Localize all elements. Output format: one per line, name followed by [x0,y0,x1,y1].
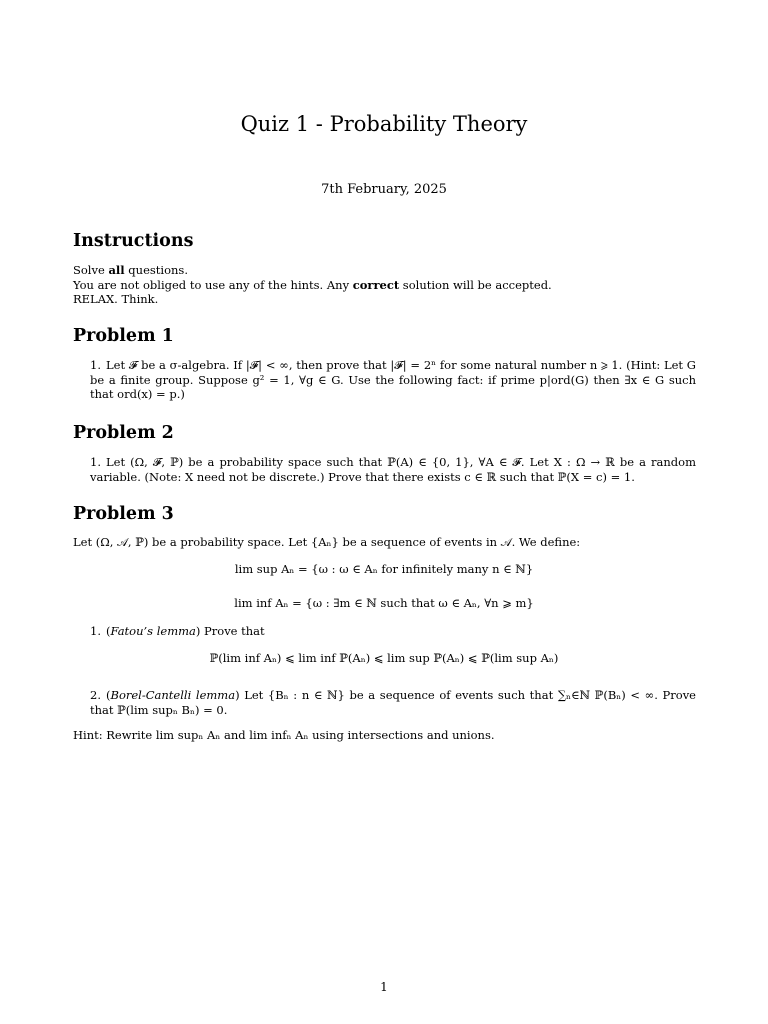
instructions-line-1: Solve all questions. [73,263,188,277]
problem-3-hint: Hint: Rewrite lim supₙ Aₙ and lim infₙ Aₙ using intersections and unions. [73,728,495,742]
borel-cantelli-name: Borel-Cantelli lemma [110,688,236,702]
document-date: 7th February, 2025 [321,182,447,197]
document-title: Quiz 1 - Probability Theory [240,112,528,136]
problem-2-heading: Problem 2 [73,423,174,443]
instructions-heading: Instructions [73,231,194,251]
instructions-line-3: RELAX. Think. [73,292,159,306]
problem-2-text: Let (Ω, 𝓕, ℙ) be a probability space such that ℙ(A) ∈ {0, 1}, ∀A ∈ 𝓕. Let X : Ω → ℝ be a random variable. (Note: X need not be discrete.) Prove that there exists c ∈ ℝ such that ℙ(X = c) = 1. [90,455,696,484]
problem-1-text: Let 𝓕 be a σ-algebra. If |𝓕| < ∞, then prove that |𝓕| = 2ⁿ for some natural number n ⩾ 1. (Hint: Let G be a finite group. Suppose g² = 1, ∀g ∈ G. Use the following fact: if prime p|ord(G) then ∃x ∈ G such that ord(x) = p.) [90,358,696,401]
problem-3-item-1: 1. (Fatou’s lemma) Prove that [90,624,265,638]
instructions-line-2: You are not obliged to use any of the hints. Any correct solution will be accepted. [73,277,552,292]
problem-2-item-1 [90,455,696,484]
problem-3-heading: Problem 3 [73,504,174,524]
instructions-text [73,263,697,307]
fatou-lemma-name: Fatou’s lemma [110,624,196,638]
definition-limsup: lim sup Aₙ = {ω : ω ∈ Aₙ for infinitely many n ∈ ℕ} [234,562,534,576]
page-number: 1 [380,980,388,994]
definition-liminf: lim inf Aₙ = {ω : ∃m ∈ ℕ such that ω ∈ Aₙ, ∀n ⩾ m} [234,596,534,610]
problem-1-item-1 [90,358,696,402]
problem-1-heading: Problem 1 [73,326,174,346]
problem-3-intro: Let (Ω, 𝒜, ℙ) be a probability space. Let {Aₙ} be a sequence of events in 𝒜. We define: [73,535,581,549]
item-number: 1. [90,624,101,638]
problem-3-item-2: 2. (Borel-Cantelli lemma) Let {Bₙ : n ∈ ℕ} be a sequence of events such that ∑ₙ∈ℕ ℙ(Bₙ) < ∞. Prove that ℙ(lim supₙ Bₙ) = 0. [90,688,696,717]
fatou-formula: ℙ(lim inf Aₙ) ⩽ lim inf ℙ(Aₙ) ⩽ lim sup ℙ(Aₙ) ⩽ ℙ(lim sup Aₙ) [209,651,559,665]
item-number: 1. [90,358,101,372]
item-number: 1. [90,455,101,469]
item-number: 2. [90,688,101,702]
